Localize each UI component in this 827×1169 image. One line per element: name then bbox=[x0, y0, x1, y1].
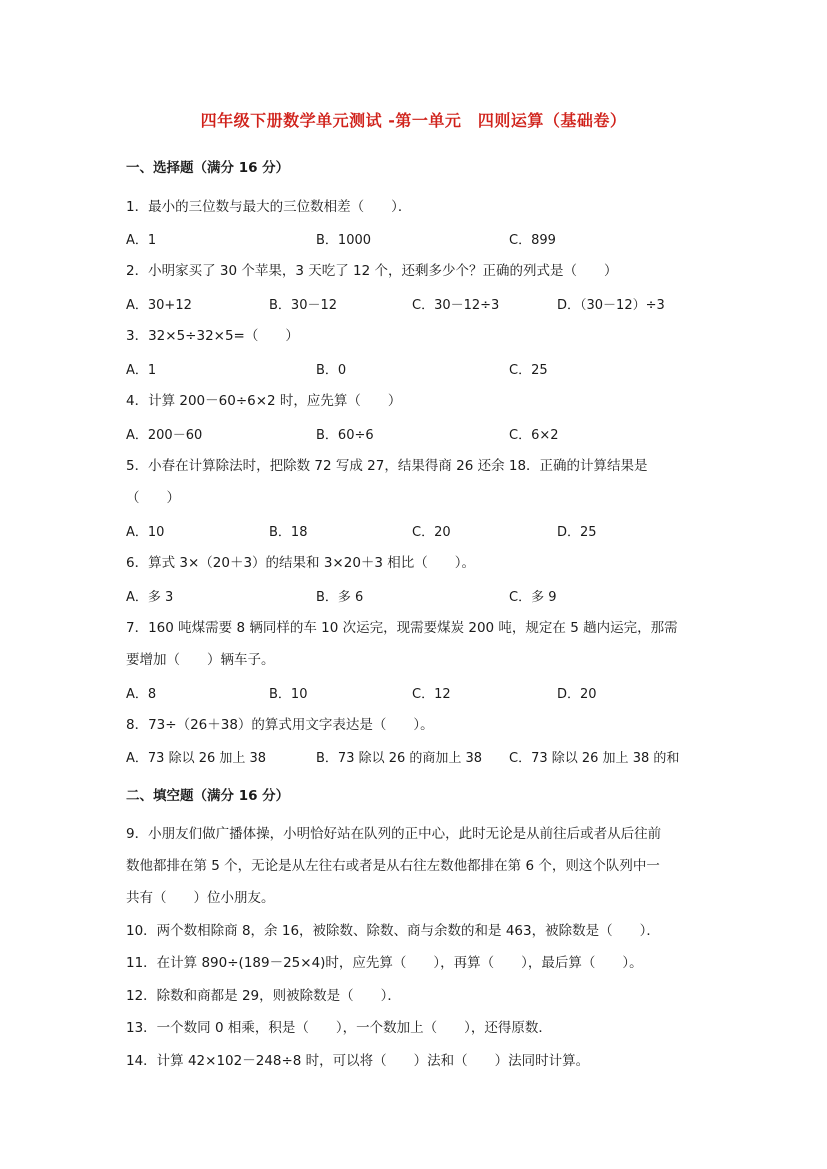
question-7-line-1: 7．160 吨煤需要 8 辆同样的车 10 次运完，现需要煤炭 200 吨，规定在 5 趟内运完，那需 bbox=[126, 620, 678, 636]
question-14: 14．计算 42×102－248÷8 时，可以将（ ）法和（ ）法同时计算。 bbox=[126, 1053, 590, 1069]
question-6: 6．算式 3×（20＋3）的结果和 3×20＋3 相比（ ）。 bbox=[126, 555, 476, 571]
option-a: A．1 bbox=[126, 233, 157, 248]
option-c: C．6×2 bbox=[509, 428, 559, 443]
section-heading-fill-in-blank: 二、填空题（满分 16 分） bbox=[126, 788, 290, 804]
question-6-options bbox=[126, 586, 706, 606]
question-2-options bbox=[126, 294, 706, 314]
option-a: A．多 3 bbox=[126, 590, 174, 605]
question-9-line-3: 共有（ ）位小朋友。 bbox=[126, 890, 275, 906]
option-b: B．18 bbox=[269, 525, 308, 540]
option-b: B．多 6 bbox=[316, 590, 364, 605]
option-a: A．10 bbox=[126, 525, 165, 540]
document-title: 四年级下册数学单元测试 -第一单元 四则运算（基础卷） bbox=[200, 111, 627, 130]
option-b: B．60÷6 bbox=[316, 428, 374, 443]
option-b: B．30－12 bbox=[269, 298, 338, 313]
option-b: B．1000 bbox=[316, 233, 372, 248]
question-8: 8．73÷（26＋38）的算式用文字表达是（ ）。 bbox=[126, 717, 434, 733]
option-d: D．25 bbox=[557, 525, 597, 540]
option-c: C．30－12÷3 bbox=[412, 298, 500, 313]
option-a: A．73 除以 26 加上 38 bbox=[126, 751, 267, 766]
question-1-options bbox=[126, 229, 706, 249]
option-a: A．200－60 bbox=[126, 428, 203, 443]
question-10: 10．两个数相除商 8，余 16，被除数、除数、商与余数的和是 463，被除数是（ ）． bbox=[126, 923, 660, 939]
question-13: 13．一个数同 0 相乘，积是（ ），一个数加上（ ），还得原数． bbox=[126, 1020, 552, 1036]
question-4-options bbox=[126, 424, 706, 444]
option-b: B．73 除以 26 的商加上 38 bbox=[316, 751, 483, 766]
option-d: D．（30－12）÷3 bbox=[557, 298, 665, 313]
option-b: B．10 bbox=[269, 687, 308, 702]
question-3: 3．32×5÷32×5=（ ） bbox=[126, 328, 299, 344]
option-c: C．73 除以 26 加上 38 的和 bbox=[509, 751, 680, 766]
option-c: C．25 bbox=[509, 363, 548, 378]
question-9-line-2: 数他都排在第 5 个，无论是从左往右或者是从右往左数他都排在第 6 个，则这个队列中一 bbox=[126, 858, 660, 874]
section-heading-multiple-choice: 一、选择题（满分 16 分） bbox=[126, 160, 290, 176]
option-c: C．12 bbox=[412, 687, 451, 702]
question-7-line-2: 要增加（ ）辆车子。 bbox=[126, 652, 275, 668]
question-7-options bbox=[126, 683, 706, 703]
question-5-line-2: （ ） bbox=[126, 490, 180, 506]
option-c: C．899 bbox=[509, 233, 556, 248]
option-d: D．20 bbox=[557, 687, 597, 702]
option-c: C．20 bbox=[412, 525, 451, 540]
option-a: A．30+12 bbox=[126, 298, 192, 313]
question-3-options bbox=[126, 359, 706, 379]
question-9-line-1: 9．小朋友们做广播体操，小明恰好站在队列的正中心，此时无论是从前往后或者从后往前 bbox=[126, 826, 662, 842]
question-12: 12．除数和商都是 29，则被除数是（ ）． bbox=[126, 988, 401, 1004]
option-a: A．1 bbox=[126, 363, 157, 378]
question-5-line-1: 5．小春在计算除法时，把除数 72 写成 27，结果得商 26 还余 18．正确的计算结果是 bbox=[126, 458, 648, 474]
question-8-options bbox=[126, 747, 706, 767]
option-c: C．多 9 bbox=[509, 590, 557, 605]
question-5-options bbox=[126, 521, 706, 541]
question-1: 1．最小的三位数与最大的三位数相差（ ）． bbox=[126, 199, 412, 215]
question-2: 2．小明家买了 30 个苹果，3 天吃了 12 个，还剩多少个？正确的列式是（ ） bbox=[126, 263, 618, 279]
question-11: 11．在计算 890÷(189－25×4)时，应先算（ ），再算（ ），最后算（ ）。 bbox=[126, 955, 643, 971]
option-b: B．0 bbox=[316, 363, 347, 378]
question-4: 4．计算 200－60÷6×2 时，应先算（ ） bbox=[126, 393, 402, 409]
option-a: A．8 bbox=[126, 687, 157, 702]
